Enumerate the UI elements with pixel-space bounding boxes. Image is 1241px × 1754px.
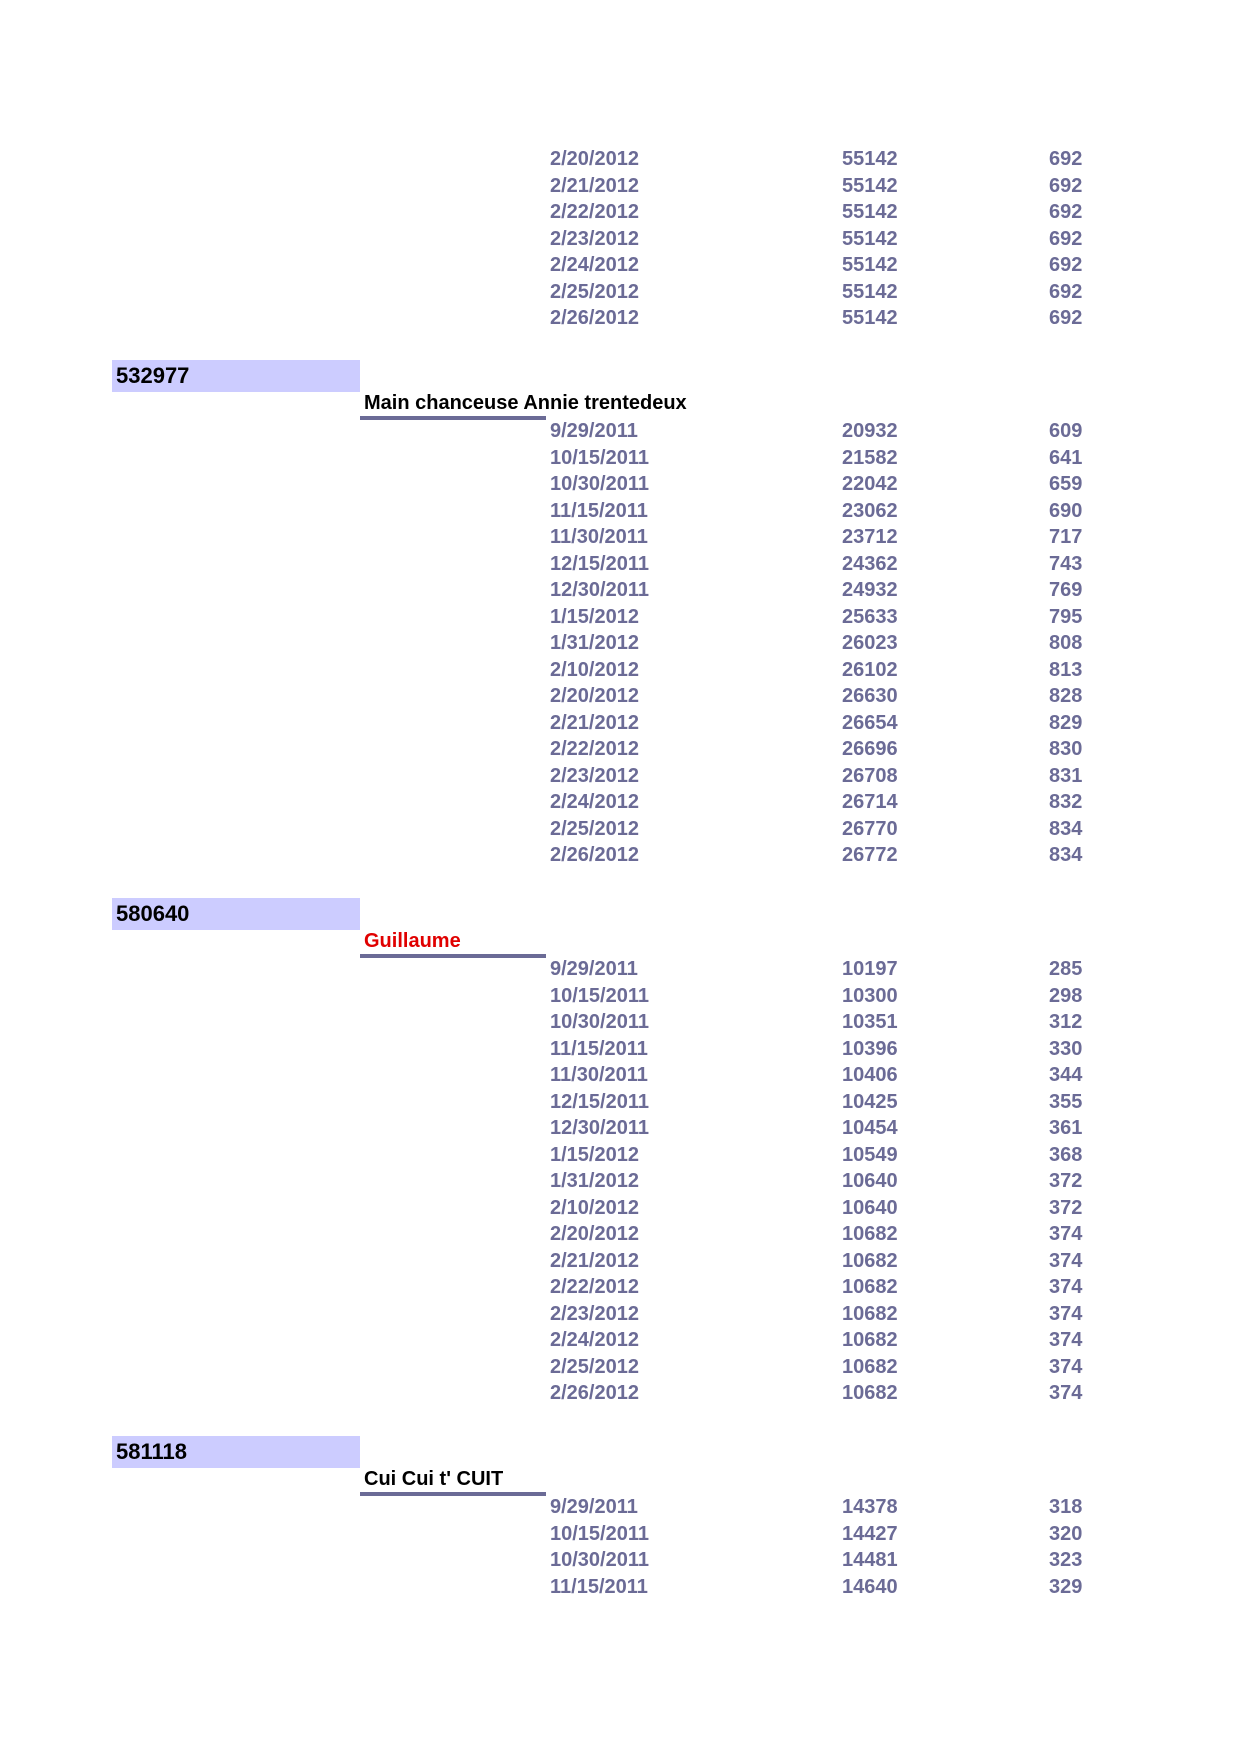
- value-cell: 26708: [842, 764, 898, 787]
- value-cell: 20932: [842, 420, 898, 442]
- date-cell: 11/15/2011: [550, 499, 648, 522]
- value-cell: 26772: [842, 844, 898, 866]
- date-cell: 2/24/2012: [550, 254, 639, 276]
- count-cell: 374: [1049, 1302, 1083, 1325]
- table-row: [0, 1301, 1241, 1327]
- value-cell: 10406: [842, 1064, 898, 1086]
- value-cell: 55142: [842, 280, 898, 303]
- value-cell: 26630: [842, 685, 898, 707]
- date-cell: 2/22/2012: [550, 201, 639, 223]
- count-cell: 374: [1049, 1329, 1083, 1351]
- table-row: [0, 710, 1241, 736]
- table-row: [0, 630, 1241, 656]
- table-row: [0, 1274, 1241, 1300]
- table-row: [0, 418, 1241, 444]
- table-row: [0, 789, 1241, 815]
- date-cell: 2/25/2012: [550, 817, 639, 840]
- group-id-label: 532977: [116, 363, 190, 388]
- value-cell: 14427: [842, 1522, 898, 1545]
- count-cell: 374: [1049, 1382, 1083, 1404]
- count-cell: 743: [1049, 552, 1083, 575]
- table-row: [0, 604, 1241, 630]
- count-cell: 795: [1049, 605, 1083, 628]
- date-cell: 10/15/2011: [550, 446, 649, 469]
- date-cell: 2/26/2012: [550, 307, 639, 329]
- date-cell: 12/15/2011: [550, 1090, 649, 1113]
- table-row: [0, 657, 1241, 683]
- date-cell: 2/25/2012: [550, 1355, 639, 1378]
- table-row: [0, 1142, 1241, 1168]
- count-cell: 368: [1049, 1143, 1083, 1166]
- date-cell: 9/29/2011: [550, 420, 638, 442]
- date-cell: 11/15/2011: [550, 1037, 648, 1060]
- date-cell: 12/30/2011: [550, 579, 649, 601]
- value-cell: 10682: [842, 1329, 898, 1351]
- count-cell: 690: [1049, 499, 1083, 522]
- table-row: [0, 1327, 1241, 1353]
- date-cell: 2/23/2012: [550, 1302, 639, 1325]
- table-row: [0, 279, 1241, 305]
- count-cell: 692: [1049, 280, 1083, 303]
- value-cell: 25633: [842, 605, 898, 628]
- group-id-cell: [112, 360, 360, 392]
- count-cell: 609: [1049, 420, 1083, 442]
- table-row: [0, 252, 1241, 278]
- count-cell: 285: [1049, 958, 1083, 980]
- table-row: [0, 763, 1241, 789]
- group-name-label: Main chanceuse Annie trentedeux: [364, 392, 687, 414]
- table-row: [0, 226, 1241, 252]
- value-cell: 10640: [842, 1170, 898, 1192]
- table-row: [0, 842, 1241, 868]
- table-row: [0, 199, 1241, 225]
- table-row: [0, 1036, 1241, 1062]
- table-row: [0, 445, 1241, 471]
- value-cell: 22042: [842, 473, 898, 495]
- date-cell: 2/24/2012: [550, 1329, 639, 1351]
- value-cell: 14640: [842, 1575, 898, 1598]
- table-row: [0, 1354, 1241, 1380]
- value-cell: 10396: [842, 1037, 898, 1060]
- date-cell: 11/30/2011: [550, 1064, 648, 1086]
- value-cell: 10682: [842, 1382, 898, 1404]
- table-row: [0, 1009, 1241, 1035]
- value-cell: 10682: [842, 1276, 898, 1298]
- count-cell: 832: [1049, 791, 1083, 813]
- count-cell: 374: [1049, 1249, 1083, 1272]
- value-cell: 24932: [842, 579, 898, 601]
- count-cell: 692: [1049, 254, 1083, 276]
- value-cell: 10425: [842, 1090, 898, 1113]
- table-row: [0, 1547, 1241, 1573]
- count-cell: 355: [1049, 1090, 1083, 1113]
- table-row: [0, 577, 1241, 603]
- count-cell: 717: [1049, 526, 1083, 548]
- date-cell: 2/25/2012: [550, 280, 639, 303]
- value-cell: 26770: [842, 817, 898, 840]
- table-row: [0, 551, 1241, 577]
- table-row: [0, 305, 1241, 331]
- count-cell: 344: [1049, 1064, 1083, 1086]
- count-cell: 829: [1049, 711, 1083, 734]
- count-cell: 330: [1049, 1037, 1083, 1060]
- table-row: [0, 173, 1241, 199]
- count-cell: 641: [1049, 446, 1083, 469]
- date-cell: 12/15/2011: [550, 552, 649, 575]
- value-cell: 55142: [842, 201, 898, 223]
- count-cell: 692: [1049, 307, 1083, 329]
- value-cell: 14481: [842, 1549, 898, 1571]
- table-row: [0, 1521, 1241, 1547]
- count-cell: 828: [1049, 685, 1083, 707]
- date-cell: 1/15/2012: [550, 605, 639, 628]
- date-cell: 1/15/2012: [550, 1143, 639, 1166]
- date-cell: 1/31/2012: [550, 632, 639, 654]
- table-row: [0, 1089, 1241, 1115]
- table-row: [0, 956, 1241, 982]
- date-cell: 9/29/2011: [550, 958, 638, 980]
- date-cell: 2/20/2012: [550, 148, 639, 170]
- table-row: [0, 683, 1241, 709]
- date-cell: 10/30/2011: [550, 1011, 649, 1033]
- date-cell: 2/26/2012: [550, 844, 639, 866]
- value-cell: 10454: [842, 1117, 898, 1139]
- count-cell: 659: [1049, 473, 1083, 495]
- group-id-label: 581118: [116, 1439, 187, 1464]
- value-cell: 10549: [842, 1143, 898, 1166]
- value-cell: 10682: [842, 1249, 898, 1272]
- date-cell: 9/29/2011: [550, 1496, 638, 1518]
- count-cell: 374: [1049, 1223, 1083, 1245]
- value-cell: 10351: [842, 1011, 898, 1033]
- value-cell: 10300: [842, 984, 898, 1007]
- date-cell: 2/21/2012: [550, 174, 639, 197]
- group-id-label: 580640: [116, 901, 190, 926]
- table-row: [0, 1380, 1241, 1406]
- value-cell: 10682: [842, 1355, 898, 1378]
- table-row: [0, 498, 1241, 524]
- table-row: [0, 1248, 1241, 1274]
- value-cell: 55142: [842, 254, 898, 276]
- count-cell: 374: [1049, 1355, 1083, 1378]
- date-cell: 12/30/2011: [550, 1117, 649, 1139]
- date-cell: 2/10/2012: [550, 658, 639, 681]
- date-cell: 2/24/2012: [550, 791, 639, 813]
- value-cell: 55142: [842, 307, 898, 329]
- count-cell: 312: [1049, 1011, 1083, 1033]
- value-cell: 26714: [842, 791, 898, 813]
- date-cell: 2/10/2012: [550, 1196, 639, 1219]
- table-row: [0, 1195, 1241, 1221]
- table-row: [0, 1494, 1241, 1520]
- count-cell: 329: [1049, 1575, 1083, 1598]
- value-cell: 24362: [842, 552, 898, 575]
- date-cell: 10/30/2011: [550, 473, 649, 495]
- count-cell: 692: [1049, 148, 1083, 170]
- date-cell: 10/30/2011: [550, 1549, 649, 1571]
- date-cell: 2/22/2012: [550, 738, 639, 760]
- table-row: [0, 524, 1241, 550]
- count-cell: 323: [1049, 1549, 1083, 1571]
- count-cell: 692: [1049, 201, 1083, 223]
- table-row: [0, 146, 1241, 172]
- date-cell: 2/22/2012: [550, 1276, 639, 1298]
- group-name-label: Cui Cui t' CUIT: [364, 1468, 504, 1490]
- value-cell: 10640: [842, 1196, 898, 1219]
- value-cell: 10682: [842, 1223, 898, 1245]
- group-id-cell: [112, 898, 360, 930]
- count-cell: 320: [1049, 1522, 1083, 1545]
- group-name-label: Guillaume: [364, 930, 461, 952]
- count-cell: 831: [1049, 764, 1083, 787]
- date-cell: 1/31/2012: [550, 1170, 639, 1192]
- table-row: [0, 736, 1241, 762]
- count-cell: 769: [1049, 579, 1083, 601]
- date-cell: 10/15/2011: [550, 1522, 649, 1545]
- date-cell: 11/30/2011: [550, 526, 648, 548]
- count-cell: 372: [1049, 1170, 1083, 1192]
- group-id-cell: [112, 1436, 360, 1468]
- date-cell: 2/26/2012: [550, 1382, 639, 1404]
- date-cell: 2/20/2012: [550, 685, 639, 707]
- value-cell: 26023: [842, 632, 898, 654]
- count-cell: 374: [1049, 1276, 1083, 1298]
- table-row: [0, 1168, 1241, 1194]
- value-cell: 26654: [842, 711, 898, 734]
- value-cell: 10197: [842, 958, 898, 980]
- table-row: [0, 816, 1241, 842]
- count-cell: 834: [1049, 817, 1083, 840]
- value-cell: 55142: [842, 227, 898, 250]
- count-cell: 808: [1049, 632, 1083, 654]
- count-cell: 361: [1049, 1117, 1083, 1139]
- value-cell: 21582: [842, 446, 898, 469]
- table-row: [0, 1062, 1241, 1088]
- count-cell: 813: [1049, 658, 1083, 681]
- table-row: [0, 983, 1241, 1009]
- date-cell: 2/21/2012: [550, 1249, 639, 1272]
- count-cell: 834: [1049, 844, 1083, 866]
- date-cell: 2/23/2012: [550, 227, 639, 250]
- value-cell: 26696: [842, 738, 898, 760]
- count-cell: 692: [1049, 174, 1083, 197]
- date-cell: 11/15/2011: [550, 1575, 648, 1598]
- date-cell: 10/15/2011: [550, 984, 649, 1007]
- value-cell: 23062: [842, 499, 898, 522]
- table-row: [0, 471, 1241, 497]
- value-cell: 55142: [842, 148, 898, 170]
- count-cell: 830: [1049, 738, 1083, 760]
- count-cell: 318: [1049, 1496, 1083, 1518]
- value-cell: 55142: [842, 174, 898, 197]
- value-cell: 26102: [842, 658, 898, 681]
- value-cell: 14378: [842, 1496, 898, 1518]
- table-row: [0, 1115, 1241, 1141]
- table-row: [0, 1574, 1241, 1600]
- value-cell: 10682: [842, 1302, 898, 1325]
- date-cell: 2/23/2012: [550, 764, 639, 787]
- value-cell: 23712: [842, 526, 898, 548]
- table-row: [0, 1221, 1241, 1247]
- date-cell: 2/20/2012: [550, 1223, 639, 1245]
- count-cell: 298: [1049, 984, 1083, 1007]
- date-cell: 2/21/2012: [550, 711, 639, 734]
- count-cell: 372: [1049, 1196, 1083, 1219]
- count-cell: 692: [1049, 227, 1083, 250]
